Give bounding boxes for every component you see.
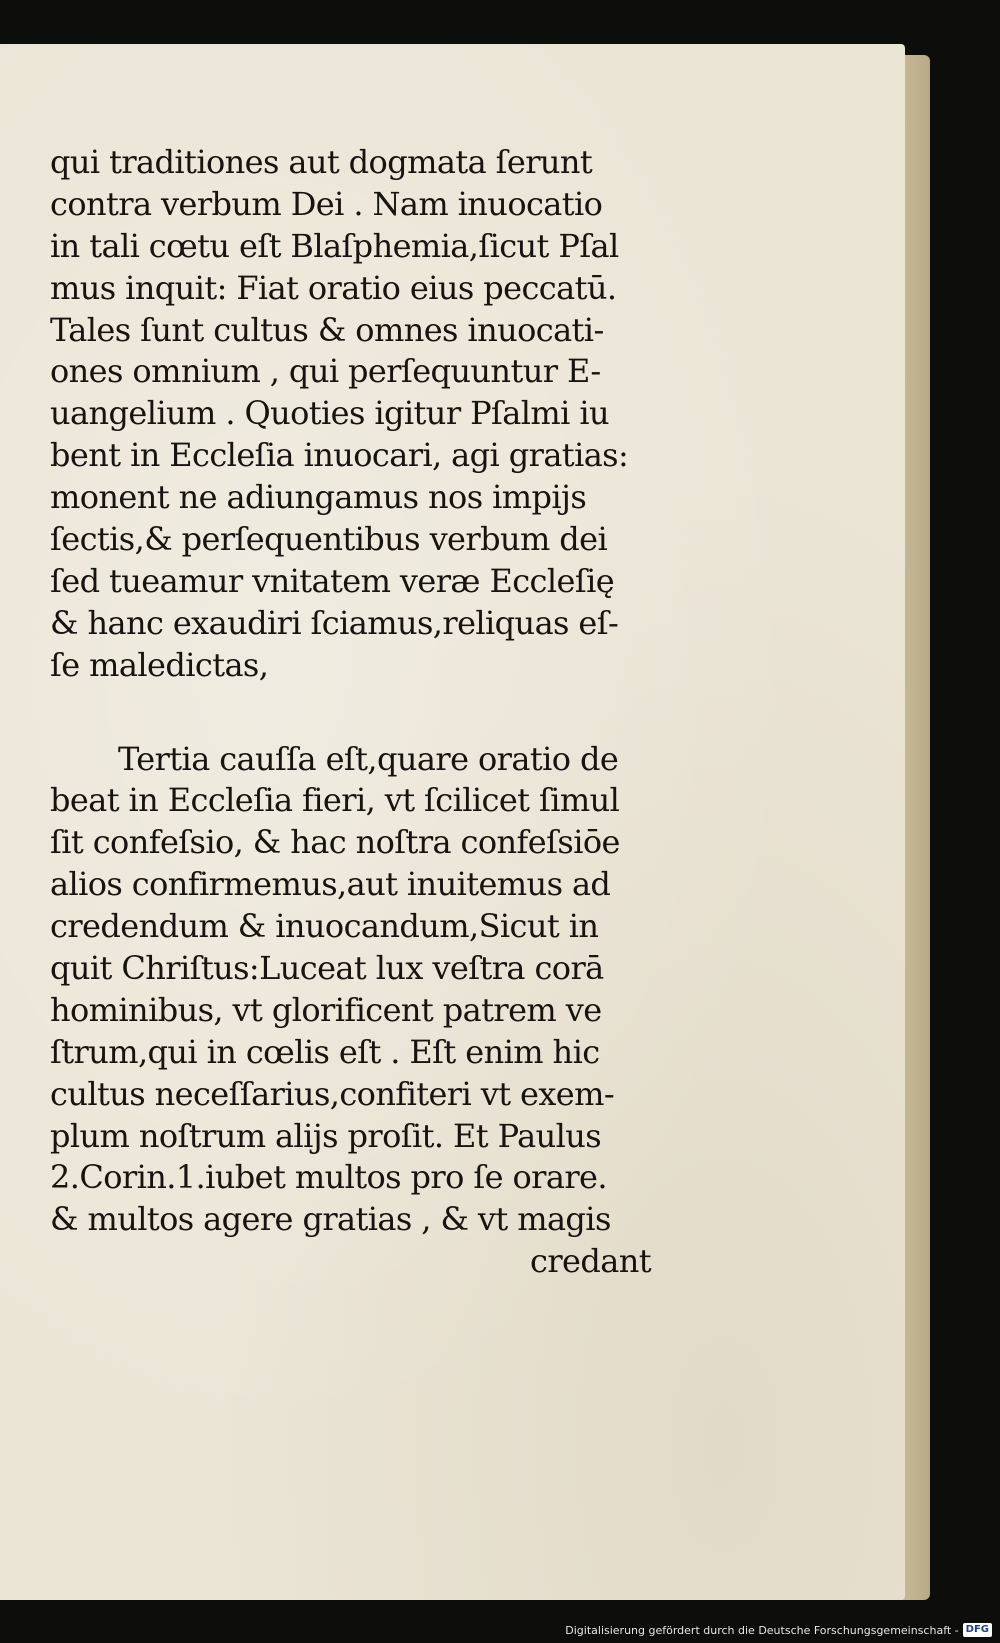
text-line: qui traditiones aut dogmata ſerunt xyxy=(50,143,593,181)
text-line: hominibus, vt glorificent patrem ve xyxy=(50,990,602,1029)
text-line: quit Chriſtus:Luceat lux veſtra corā xyxy=(50,949,604,988)
paragraph-1 xyxy=(50,142,665,687)
text-line: alios confirmemus,aut inuitemus ad xyxy=(50,865,611,904)
text-line: monent ne adiungamus nos impijs xyxy=(50,478,587,517)
text-line: ſe maledictas, xyxy=(50,645,269,684)
dfg-logo: DFG xyxy=(963,1623,992,1637)
paragraph-2 xyxy=(50,739,665,1242)
text-line: cultus neceſſarius,confiteri vt exem- xyxy=(50,1074,615,1113)
text-line: ſectis,& perſequentibus verbum dei xyxy=(50,520,608,559)
text-line: 2.Corin.1.iubet multos pro ſe orare. xyxy=(50,1158,607,1197)
text-line: contra verbum Dei . Nam inuocatio xyxy=(50,184,603,223)
text-line: mus inquit: Fiat oratio eius peccatū. xyxy=(50,268,617,307)
paragraph-gap xyxy=(50,687,665,739)
text-line: Tertia cauſſa eſt,quare oratio de xyxy=(118,739,619,778)
text-line: ſtrum,qui in cœlis eſt . Eſt enim hic xyxy=(50,1032,600,1071)
digitization-credit xyxy=(565,1621,992,1639)
text-line: ſed tueamur vnitatem veræ Eccleſię xyxy=(50,561,615,600)
text-line: credendum & inuocandum,Sicut in xyxy=(50,907,599,946)
text-line: beat in Eccleſia fieri, vt ſcilicet ſimul xyxy=(50,781,620,820)
text-line: bent in Eccleſia inuocari, agi gratias: xyxy=(50,436,629,475)
text-line: plum noſtrum alijs proſit. Et Paulus xyxy=(50,1116,602,1155)
page-text xyxy=(50,142,665,1283)
credit-text: Digitalisierung gefördert durch die Deutsche Forschungsgemeinschaft - xyxy=(565,1623,959,1637)
text-line: Tales ſunt cultus & omnes inuocati- xyxy=(50,310,604,349)
text-line: ones omnium , qui perſequuntur E- xyxy=(50,352,601,391)
text-line: & multos agere gratias , & vt magis xyxy=(50,1200,611,1239)
catchword: credant xyxy=(530,1242,651,1281)
text-line: & hanc exaudiri ſciamus,reliquas eſ- xyxy=(50,603,619,642)
text-line: in tali cœtu eſt Blaſphemia,ſicut Pſal xyxy=(50,226,619,265)
text-line: uangelium . Quoties igitur Pſalmi iu xyxy=(50,394,609,433)
text-line: ſit confeſsio, & hac noſtra confeſsiōe xyxy=(50,823,620,862)
